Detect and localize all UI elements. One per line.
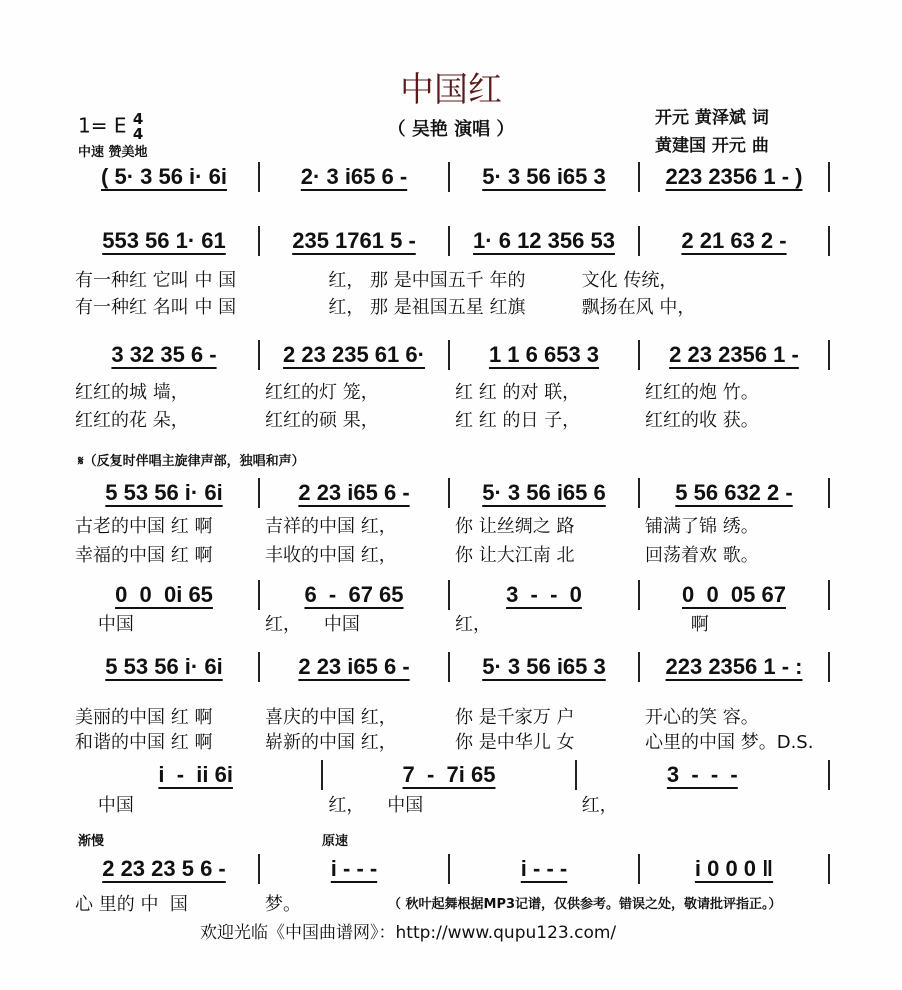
lyric-segment: 红红的收 获。 xyxy=(645,410,759,431)
lyric-segment: 红， xyxy=(581,795,618,816)
measure: 223 2356 1 - ) xyxy=(665,164,803,189)
barline xyxy=(828,760,830,790)
measure: 3 - - 0 xyxy=(506,582,582,607)
lyric-segment: 铺满了锦 绣。 xyxy=(645,516,759,537)
lyric-segment: 古老的中国 红 啊 xyxy=(75,516,213,537)
tempo: 中速 赞美地 xyxy=(78,145,148,160)
lyric-segment: 红红的花 朵， xyxy=(75,410,189,431)
barline xyxy=(828,478,830,508)
measure: 6 - 67 65 xyxy=(304,582,404,607)
barline xyxy=(828,162,830,192)
singer: （ 吴艳 演唱 ） xyxy=(387,119,515,140)
measure: i - - - xyxy=(330,856,378,881)
lyric-segment: 红， 那 是祖国五星 红旗 xyxy=(328,297,526,318)
measure: 5 53 56 i· 6i xyxy=(105,654,223,679)
lyric-segment: 心 里的 中 国 xyxy=(75,894,188,915)
measure: 3 32 35 6 - xyxy=(111,342,217,367)
lyric-segment: 飘扬在风 中， xyxy=(581,297,696,318)
notation-row xyxy=(70,478,830,508)
lyric-segment: 红， 那 是中国五千 年的 xyxy=(328,270,526,291)
composer: 黄建国 开元 曲 xyxy=(655,136,769,156)
tempo-mark: 渐慢 xyxy=(78,834,105,849)
barline xyxy=(828,226,830,256)
measure: 5· 3 56 i65 3 xyxy=(482,164,606,189)
lyric-segment: 红， 中国 xyxy=(265,614,360,635)
footer: 欢迎光临《中国曲谱网》：http://www.qupu123.com/ xyxy=(200,923,617,943)
notation-row xyxy=(70,162,830,192)
measure: 235 1761 5 - xyxy=(292,228,416,253)
lyric-segment: 幸福的中国 红 啊 xyxy=(75,545,213,566)
lyric-segment: 喜庆的中国 红， xyxy=(265,707,397,728)
measure: 2 23 i65 6 - xyxy=(298,654,410,679)
lyric-segment: 心里的中国 梦。D.S. xyxy=(645,732,814,753)
notation-row xyxy=(70,580,830,610)
measure: 5 53 56 i· 6i xyxy=(105,480,223,505)
lyrics-line xyxy=(75,512,835,538)
lyric-segment: 文化 传统， xyxy=(581,270,678,291)
lyrics-line xyxy=(75,541,835,567)
barline xyxy=(828,652,830,682)
measure: 0 0 05 67 xyxy=(682,582,786,607)
measure: 5 56 632 2 - xyxy=(675,480,793,505)
lyric-segment: 红 红 的日 子， xyxy=(455,410,581,431)
notation-row xyxy=(70,340,830,370)
barline xyxy=(828,580,830,610)
lyric-segment: 中国 xyxy=(75,614,134,635)
lyric-segment: 红， 中国 xyxy=(328,795,424,816)
measure: 3 - - - xyxy=(666,762,738,787)
lyrics-line xyxy=(75,791,835,817)
measure: 2· 3 i65 6 - xyxy=(300,164,408,189)
lyricist: 开元 黄泽斌 词 xyxy=(655,108,769,128)
measure: 2 23 235 61 6· xyxy=(283,342,425,367)
lyric-segment: 有一种红 名叫 中 国 xyxy=(75,297,237,318)
lyric-segment: 你 让丝绸之 路 xyxy=(455,516,575,537)
lyric-segment: 红 红 的对 联， xyxy=(455,382,581,403)
time-signature xyxy=(133,112,143,142)
time-bottom: 4 xyxy=(132,125,144,143)
lyric-segment: 吉祥的中国 红， xyxy=(265,516,397,537)
measure: 2 23 23 5 6 - xyxy=(102,856,226,881)
lyric-segment: 美丽的中国 红 啊 xyxy=(75,707,213,728)
lyrics-line xyxy=(75,293,835,319)
measure: 2 23 i65 6 - xyxy=(298,480,410,505)
lyric-segment: 崭新的中国 红， xyxy=(265,732,397,753)
time-top: 4 xyxy=(132,110,144,128)
lyric-segment: 有一种红 它叫 中 国 xyxy=(75,270,237,291)
measure: i - ii 6i xyxy=(158,762,233,787)
song-title: 中国红 xyxy=(400,70,502,110)
lyric-segment: 红红的硕 果， xyxy=(265,410,379,431)
lyric-segment: 红红的城 墙， xyxy=(75,382,189,403)
notation-row xyxy=(70,854,830,884)
measure: 5· 3 56 i65 3 xyxy=(482,654,606,679)
lyric-segment: 丰收的中国 红， xyxy=(265,545,397,566)
lyrics-line xyxy=(75,406,835,432)
lyric-segment: 红红的灯 笼， xyxy=(265,382,379,403)
notation-row xyxy=(70,226,830,256)
lyric-segment: 梦。 xyxy=(265,894,301,915)
measure: 1 1 6 653 3 xyxy=(488,342,600,367)
lyric-segment: 你 是千家万 户 xyxy=(455,707,575,728)
measure: i - - - xyxy=(520,856,568,881)
measure: 1· 6 12 356 53 xyxy=(473,228,615,253)
lyrics-line xyxy=(75,728,835,754)
lyric-segment: 和谐的中国 红 啊 xyxy=(75,732,213,753)
tempo-mark: 原速 xyxy=(322,834,349,849)
lyrics-line xyxy=(75,703,835,729)
lyrics-line xyxy=(75,610,835,636)
measure: i 0 0 0 ‖ xyxy=(694,856,774,881)
transcriber-note: （ 秋叶起舞根据MP3记谱，仅供参考。错误之处，敬请批评指正。） xyxy=(388,897,782,912)
repeat-note: 𝄋（反复时伴唱主旋律声部，独唱和声） xyxy=(78,454,305,469)
lyrics-line xyxy=(75,378,835,404)
lyric-segment: 红红的炮 竹。 xyxy=(645,382,759,403)
lyric-segment: 中国 xyxy=(75,795,134,816)
notation-row xyxy=(70,760,830,790)
lyric-segment: 开心的笑 容。 xyxy=(645,707,759,728)
measure: 2 21 63 2 - xyxy=(681,228,787,253)
lyric-segment: 你 让大江南 北 xyxy=(455,545,575,566)
measure: 2 23 2356 1 - xyxy=(669,342,799,367)
measure: 223 2356 1 - : xyxy=(665,654,803,679)
barline xyxy=(828,340,830,370)
measure: 553 56 1· 61 xyxy=(102,228,226,253)
lyric-segment: 啊 xyxy=(645,614,709,635)
measure: ( 5· 3 56 i· 6i xyxy=(101,164,227,189)
measure: 5· 3 56 i65 6 xyxy=(482,480,606,505)
lyric-segment: 回荡着欢 歌。 xyxy=(645,545,759,566)
lyrics-line xyxy=(75,266,835,292)
lyric-segment: 你 是中华儿 女 xyxy=(455,732,575,753)
measure: 7 - 7i 65 xyxy=(402,762,496,787)
key-signature xyxy=(78,112,143,142)
notation-row xyxy=(70,652,830,682)
barline xyxy=(828,854,830,884)
measure: 0 0 0i 65 xyxy=(115,582,213,607)
lyric-segment: 红， xyxy=(455,614,491,635)
key: 1= E xyxy=(78,113,127,138)
